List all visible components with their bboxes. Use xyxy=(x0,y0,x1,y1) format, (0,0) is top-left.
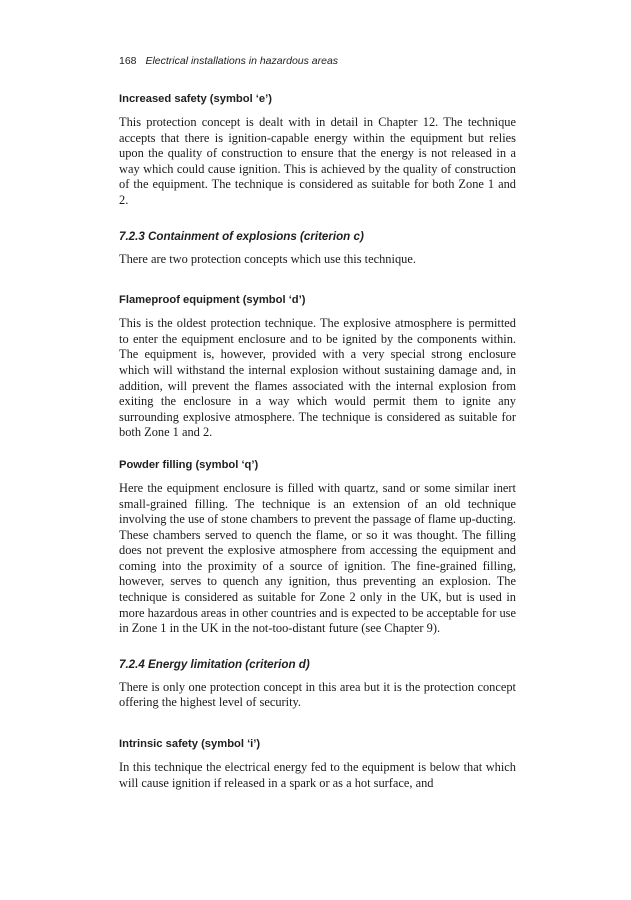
running-header xyxy=(119,55,338,67)
paragraph-flameproof: This is the oldest protection technique. The explosive atmosphere is permitted to enter the equipment enclosure and to be ignited by the components within. The equipment is, however, provided with a very special strong enclosure which will withstand the internal explosion without sustaining damage and, in addition, will prevent the flames associated with the internal explosion from exiting the enclosure in a way which would permit them to ignite any surrounding explosive atmosphere. The technique is considered as suitable for both Zone 1 and 2. xyxy=(119,316,516,440)
paragraph-increased-safety: This protection concept is dealt with in detail in Chapter 12. The technique accepts that there is ignition-capable energy within the equipment but relies upon the quality of construction to ensure that the energy is not released in a way which could cause ignition. This is achieved by the quality of construction of the equipment. The technique is considered as suitable for both Zone 1 and 2. xyxy=(119,115,516,207)
paragraph-powder-filling: Here the equipment enclosure is filled with quartz, sand or some similar inert small-grained filling. The technique is an extension of an old technique involving the use of stone chambers to prevent the passage of flame up-ducting. These chambers served to quench the flame, or so it was thought. The filling does not prevent the explosive atmosphere from accessing the equipment and coming into the proximity of a source of ignition. The fine-grained filling, however, serves to quench any ignition, thus preventing an explosion. The technique is considered as suitable for Zone 2 only in the UK, but is used in more hazardous areas in other countries and is expected to be acceptable for use in Zone 1 in the UK in the not-too-distant future (see Chapter 9). xyxy=(119,480,516,636)
paragraph-containment: There are two protection concepts which use this technique. xyxy=(119,251,416,266)
paragraph-energy-limitation: There is only one protection concept in this area but it is the protection concept offering the highest level of security. xyxy=(119,679,516,710)
heading-powder-filling: Powder filling (symbol ‘q’) xyxy=(119,458,259,471)
section-heading-energy-limitation: 7.2.4 Energy limitation (criterion d) xyxy=(119,657,310,671)
running-title: Electrical installations in hazardous areas xyxy=(145,55,339,67)
heading-increased-safety: Increased safety (symbol ‘e’) xyxy=(119,93,272,105)
paragraph-intrinsic-safety: In this technique the electrical energy fed to the equipment is below that which will cause ignition if released in a spark or as a hot surface, and xyxy=(119,760,516,790)
heading-intrinsic-safety: Intrinsic safety (symbol ‘i’) xyxy=(119,738,261,751)
page-body xyxy=(119,92,516,791)
page-number: 168 xyxy=(119,55,137,67)
section-heading-containment: 7.2.3 Containment of explosions (criterion c) xyxy=(119,229,364,243)
heading-flameproof: Flameproof equipment (symbol ‘d’) xyxy=(119,294,306,307)
